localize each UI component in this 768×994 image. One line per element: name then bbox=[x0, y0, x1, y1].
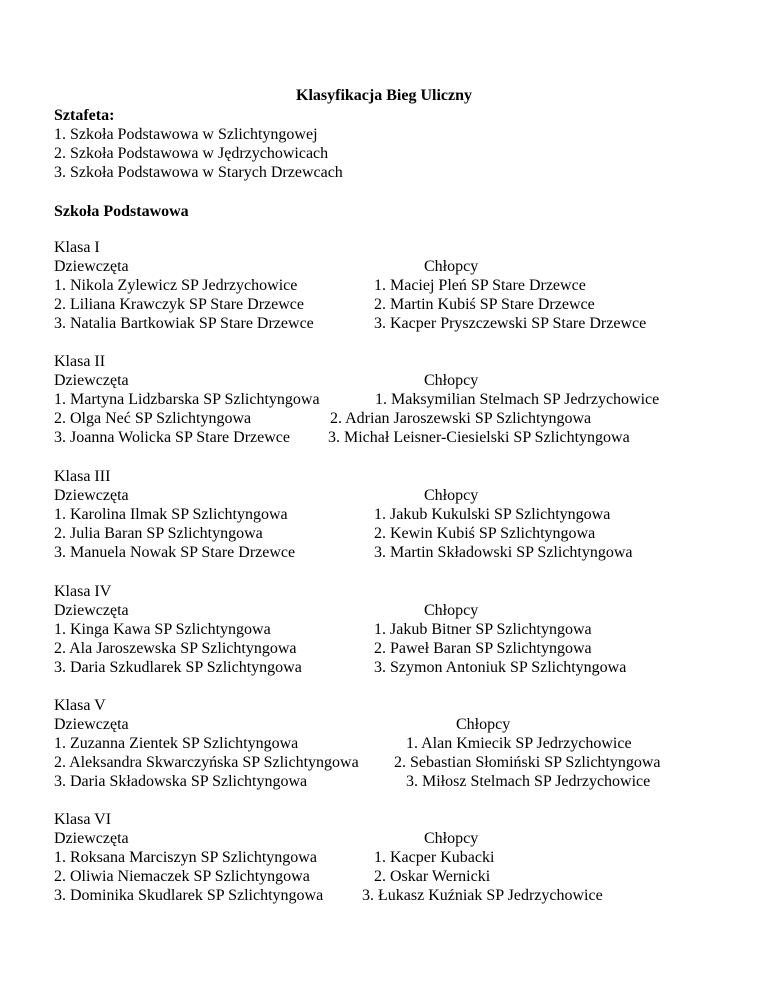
boys-result: 3. Kacper Pryszczewski SP Stare Drzewce bbox=[374, 315, 647, 332]
relay-item: 3. Szkoła Podstawowa w Starych Drzewcach bbox=[54, 164, 343, 181]
girls-label: Dziewczęta bbox=[54, 830, 129, 847]
boys-result: 2. Kewin Kubiś SP Szlichtyngowa bbox=[374, 525, 596, 542]
boys-result: 2. Sebastian Słomiński SP Szlichtyngowa bbox=[394, 754, 661, 771]
girls-result: 2. Olga Neć SP Szlichtyngowa bbox=[54, 410, 252, 427]
section-heading: Szkoła Podstawowa bbox=[54, 203, 189, 220]
boys-label: Chłopcy bbox=[424, 830, 479, 847]
girls-label: Dziewczęta bbox=[54, 487, 129, 504]
girls-result: 2. Ala Jaroszewska SP Szlichtyngowa bbox=[54, 640, 297, 657]
girls-label: Dziewczęta bbox=[54, 602, 129, 619]
boys-label: Chłopcy bbox=[424, 487, 479, 504]
boys-result: 3. Łukasz Kuźniak SP Jedrzychowice bbox=[362, 887, 603, 904]
boys-label: Chłopcy bbox=[424, 602, 479, 619]
girls-result: 1. Roksana Marciszyn SP Szlichtyngowa bbox=[54, 849, 317, 866]
boys-result: 2. Paweł Baran SP Szlichtyngowa bbox=[374, 640, 592, 657]
girls-result: 3. Daria Składowska SP Szlichtyngowa bbox=[54, 773, 308, 790]
boys-label: Chłopcy bbox=[456, 716, 511, 733]
relay-heading: Sztafeta: bbox=[54, 107, 115, 124]
class-name: Klasa II bbox=[54, 353, 106, 370]
boys-result: 1. Maciej Pleń SP Stare Drzewce bbox=[374, 277, 586, 294]
class-name: Klasa VI bbox=[54, 811, 112, 828]
girls-result: 1. Nikola Zylewicz SP Jedrzychowice bbox=[54, 277, 298, 294]
class-name: Klasa I bbox=[54, 239, 100, 256]
boys-result: 2. Martin Kubiś SP Stare Drzewce bbox=[374, 296, 595, 313]
girls-result: 3. Joanna Wolicka SP Stare Drzewce bbox=[54, 429, 290, 446]
girls-label: Dziewczęta bbox=[54, 258, 129, 275]
girls-result: 2. Liliana Krawczyk SP Stare Drzewce bbox=[54, 296, 304, 313]
girls-result: 1. Karolina Ilmak SP Szlichtyngowa bbox=[54, 506, 288, 523]
boys-result: 1. Alan Kmiecik SP Jedrzychowice bbox=[406, 735, 632, 752]
boys-label: Chłopcy bbox=[424, 258, 479, 275]
girls-result: 3. Daria Szkudlarek SP Szlichtyngowa bbox=[54, 659, 302, 676]
boys-result: 3. Michał Leisner-Ciesielski SP Szlichtyngowa bbox=[328, 429, 630, 446]
girls-result: 3. Manuela Nowak SP Stare Drzewce bbox=[54, 544, 296, 561]
boys-result: 1. Maksymilian Stelmach SP Jedrzychowice bbox=[375, 391, 660, 408]
girls-label: Dziewczęta bbox=[54, 372, 129, 389]
girls-result: 1. Zuzanna Zientek SP Szlichtyngowa bbox=[54, 735, 299, 752]
boys-result: 1. Jakub Bitner SP Szlichtyngowa bbox=[374, 621, 592, 638]
relay-item: 2. Szkoła Podstawowa w Jędrzychowicach bbox=[54, 145, 329, 162]
boys-result: 2. Oskar Wernicki bbox=[374, 868, 491, 885]
boys-result: 2. Adrian Jaroszewski SP Szlichtyngowa bbox=[330, 410, 592, 427]
page-title: Klasyfikacja Bieg Uliczny bbox=[296, 87, 472, 104]
class-name: Klasa III bbox=[54, 468, 111, 485]
girls-result: 1. Martyna Lidzbarska SP Szlichtyngowa bbox=[54, 391, 320, 408]
boys-result: 3. Miłosz Stelmach SP Jedrzychowice bbox=[406, 773, 651, 790]
girls-result: 2. Oliwia Niemaczek SP Szlichtyngowa bbox=[54, 868, 310, 885]
boys-result: 1. Kacper Kubacki bbox=[374, 849, 495, 866]
girls-result: 2. Aleksandra Skwarczyńska SP Szlichtyngowa bbox=[54, 754, 359, 771]
girls-result: 1. Kinga Kawa SP Szlichtyngowa bbox=[54, 621, 271, 638]
boys-result: 3. Szymon Antoniuk SP Szlichtyngowa bbox=[374, 659, 627, 676]
girls-result: 3. Natalia Bartkowiak SP Stare Drzewce bbox=[54, 315, 314, 332]
relay-item: 1. Szkoła Podstawowa w Szlichtyngowej bbox=[54, 126, 318, 143]
boys-result: 3. Martin Składowski SP Szlichtyngowa bbox=[374, 544, 633, 561]
class-name: Klasa V bbox=[54, 697, 106, 714]
class-name: Klasa IV bbox=[54, 583, 112, 600]
boys-result: 1. Jakub Kukulski SP Szlichtyngowa bbox=[374, 506, 611, 523]
boys-label: Chłopcy bbox=[424, 372, 479, 389]
girls-result: 2. Julia Baran SP Szlichtyngowa bbox=[54, 525, 263, 542]
girls-label: Dziewczęta bbox=[54, 716, 129, 733]
girls-result: 3. Dominika Skudlarek SP Szlichtyngowa bbox=[54, 887, 324, 904]
